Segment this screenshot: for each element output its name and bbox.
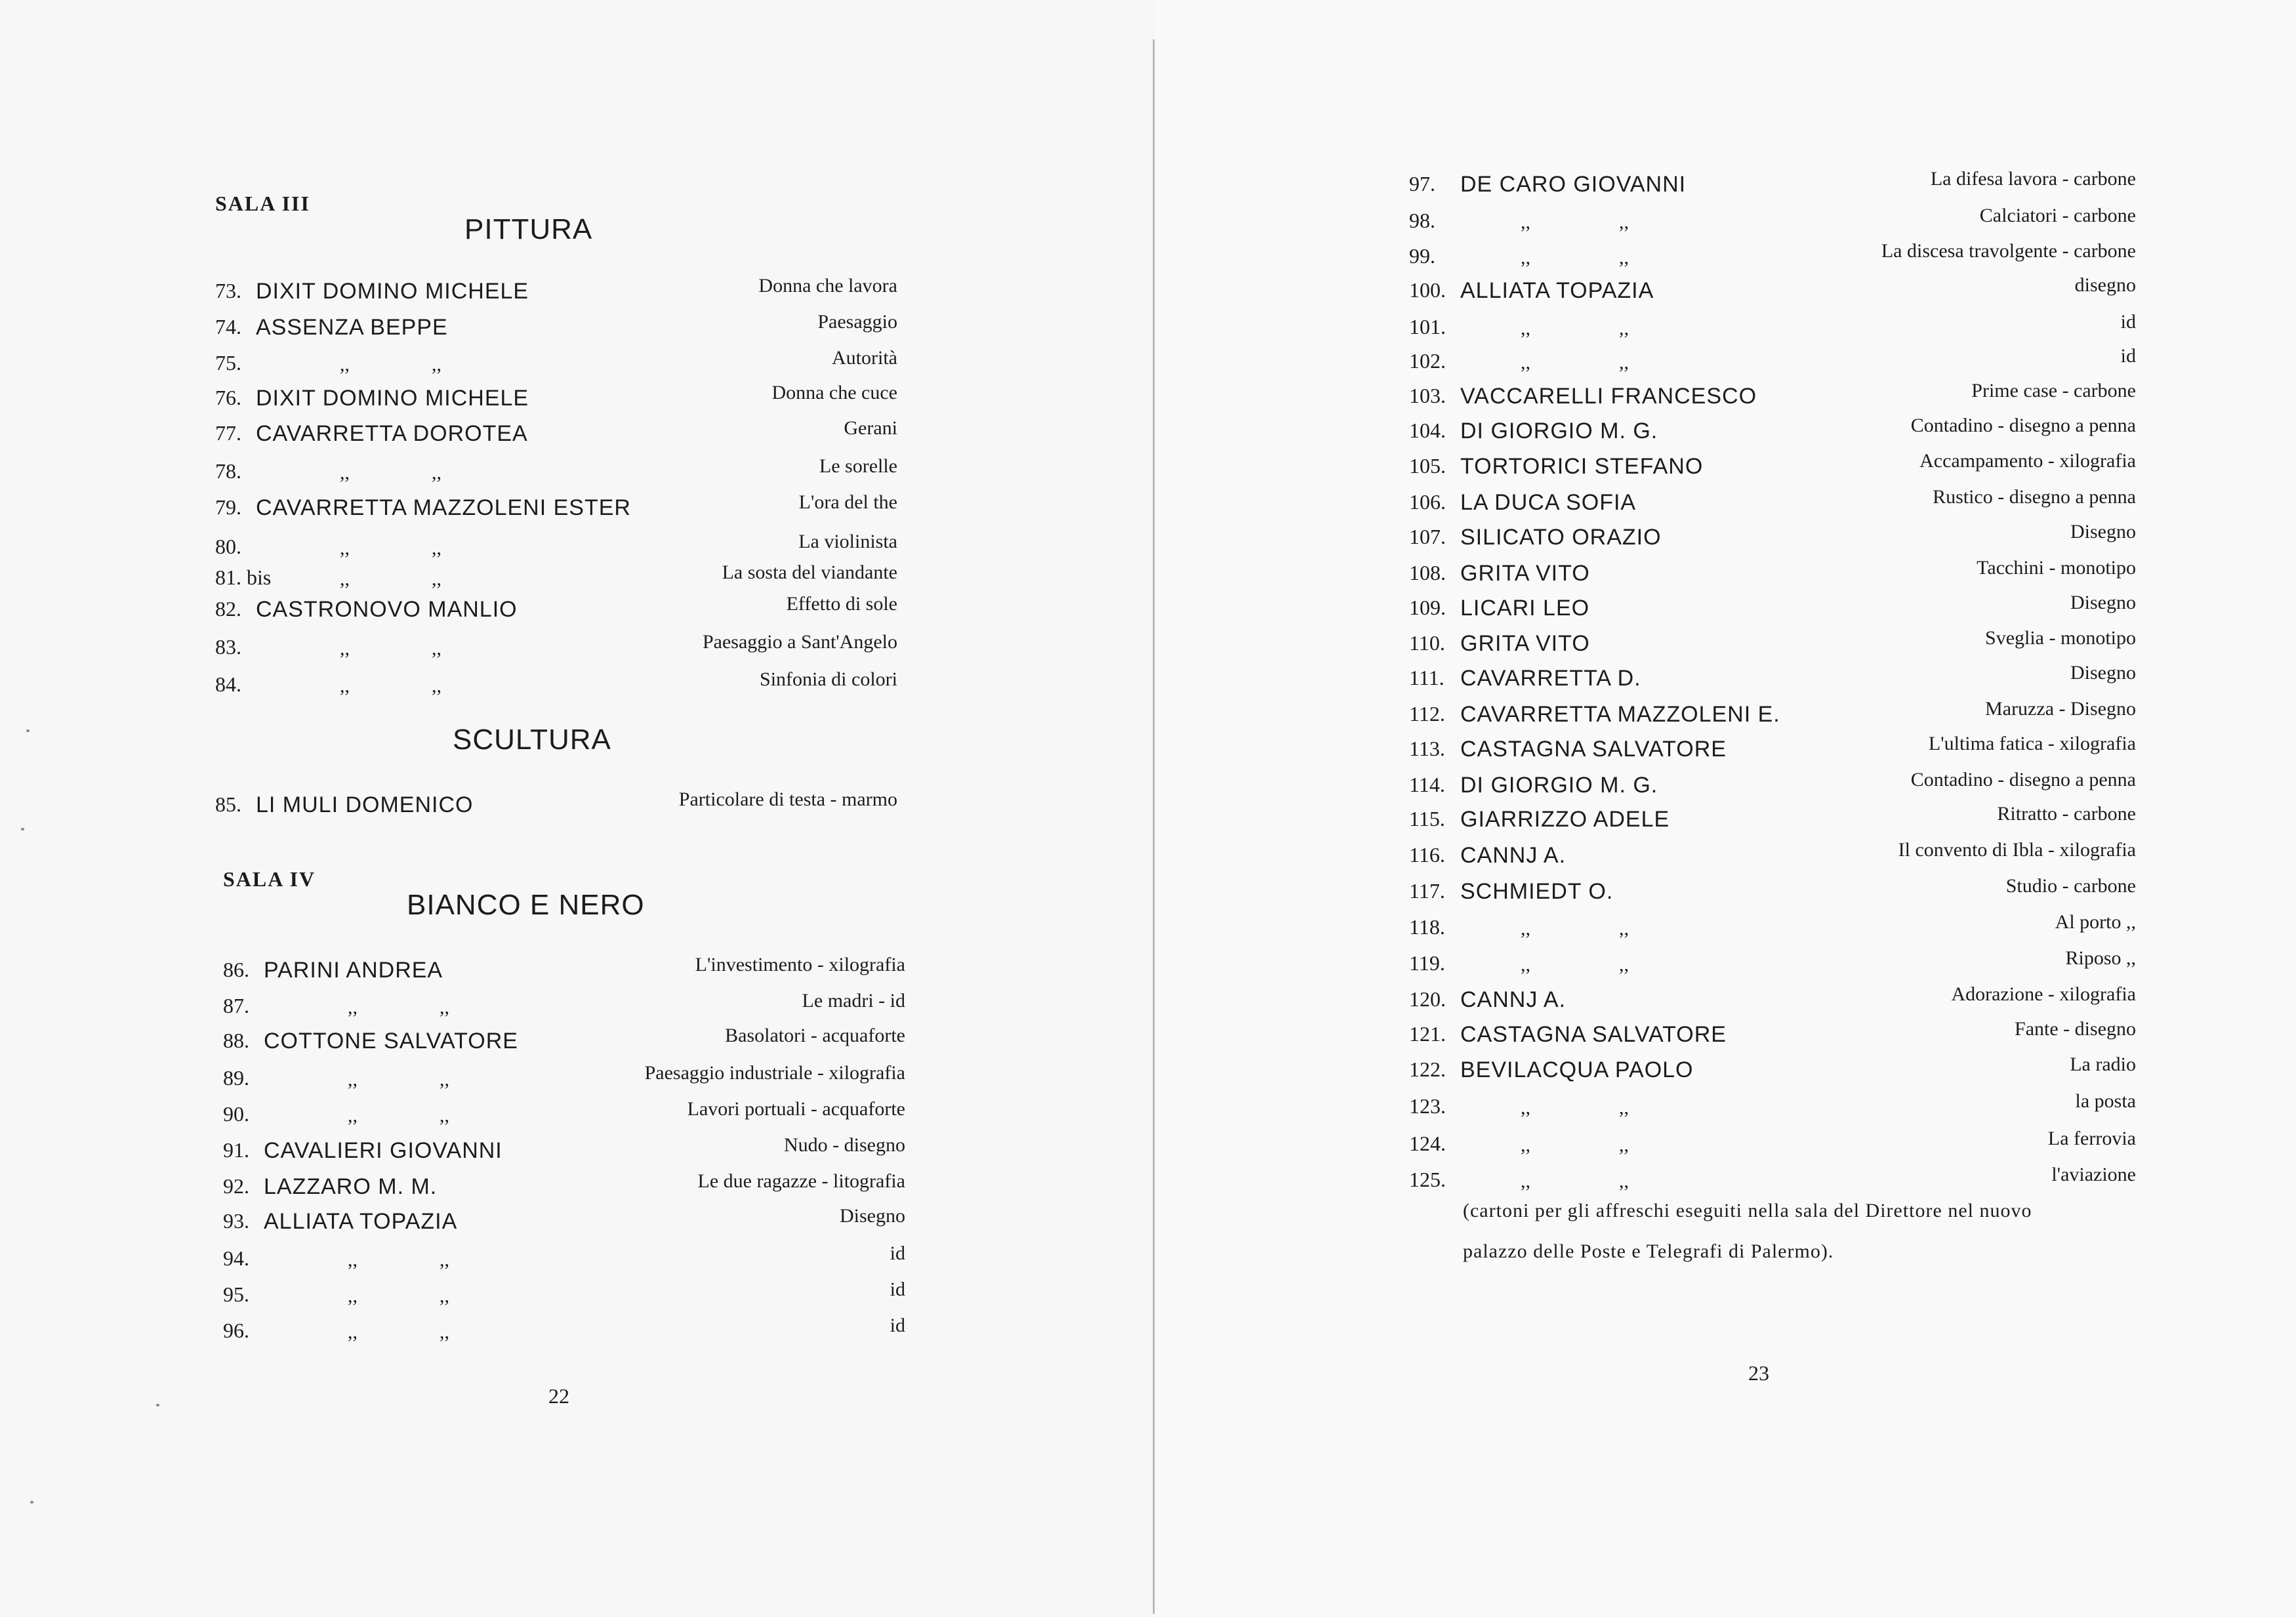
- catalogue-entry: [1409, 415, 2136, 454]
- sala-iii-heading: SALA III: [215, 192, 310, 215]
- entry-number: 78.: [215, 459, 241, 483]
- entry-number: 84.: [215, 672, 241, 696]
- entry-artist: LICARI LEO: [1460, 596, 1590, 621]
- catalogue-entry: [1409, 875, 2136, 914]
- entry-number: 106.: [1409, 490, 1446, 514]
- entry-number: 109.: [1409, 596, 1446, 619]
- entry-work: Gerani: [844, 417, 897, 439]
- catalogue-entry: [215, 382, 897, 421]
- entry-ditto: ,,: [1619, 317, 1629, 339]
- catalogue-entry: [1409, 274, 2136, 314]
- catalogue-entry: [223, 1098, 905, 1137]
- entry-ditto: ,,: [440, 996, 449, 1018]
- entry-ditto: ,,: [340, 462, 350, 483]
- entry-work: Adorazione - xilografia: [1951, 983, 2136, 1005]
- scultura-heading: SCULTURA: [453, 724, 611, 756]
- entry-number: 100.: [1409, 278, 1446, 302]
- entry-work: La discesa travolgente - carbone: [1881, 240, 2136, 262]
- catalogue-entry: [223, 1025, 905, 1064]
- page-number: 23: [1748, 1361, 1769, 1385]
- catalogue-entry: [223, 954, 905, 993]
- entry-ditto: ,,: [348, 1321, 358, 1343]
- catalogue-entry: [223, 1170, 905, 1210]
- entry-work: La ferrovia: [2047, 1128, 2136, 1149]
- entry-work: Prime case - carbone: [1971, 380, 2136, 401]
- entry-ditto: ,,: [1521, 954, 1530, 975]
- entry-ditto: ,,: [1521, 1097, 1530, 1118]
- entry-work: Le due ragazze - litografia: [697, 1170, 905, 1192]
- entry-ditto: ,,: [432, 675, 441, 697]
- entry-artist: DIXIT DOMINO MICHELE: [256, 386, 529, 411]
- entry-artist: VACCARELLI FRANCESCO: [1460, 384, 1757, 409]
- catalogue-entry: [1409, 947, 2136, 987]
- entry-number: 83.: [215, 635, 241, 659]
- entry-number: 122.: [1409, 1057, 1446, 1081]
- entry-work: L'ora del the: [798, 491, 897, 513]
- entry-number: 82.: [215, 597, 241, 621]
- entry-artist: DIXIT DOMINO MICHELE: [256, 279, 529, 304]
- entry-number: 117.: [1409, 879, 1445, 903]
- entry-work: Le madri - id: [802, 990, 905, 1012]
- entry-artist: GRITA VITO: [1460, 631, 1590, 656]
- entry-ditto: ,,: [348, 1105, 358, 1126]
- pittura-heading: PITTURA: [464, 213, 593, 245]
- entry-artist: CANNJ A.: [1460, 843, 1567, 868]
- entry-number: 119.: [1409, 951, 1445, 975]
- entry-work: Rustico - disegno a penna: [1933, 486, 2136, 508]
- entry-work: La difesa lavora - carbone: [1930, 168, 2136, 190]
- entry-work: La radio: [2070, 1054, 2136, 1075]
- entry-work: Disegno: [840, 1205, 905, 1227]
- entry-artist: COTTONE SALVATORE: [264, 1029, 518, 1054]
- catalogue-entry: [1409, 311, 2136, 350]
- entry-number: 101.: [1409, 315, 1446, 338]
- entry-ditto: ,,: [432, 638, 441, 659]
- catalogue-entry: [223, 990, 905, 1029]
- page-number: 22: [548, 1384, 569, 1408]
- entry-work: Calciatori - carbone: [1979, 205, 2136, 226]
- entry-number: 105.: [1409, 454, 1446, 478]
- entry-ditto: ,,: [432, 537, 441, 559]
- entry-number: 95.: [223, 1282, 249, 1306]
- catalogue-entry: [223, 1242, 905, 1282]
- entry-ditto: ,,: [348, 1249, 358, 1271]
- entry-artist: ALLIATA TOPAZIA: [264, 1209, 458, 1234]
- entry-work: Maruzza - Disegno: [1985, 698, 2136, 720]
- entry-number: 113.: [1409, 737, 1445, 760]
- entry-number: 74.: [215, 315, 241, 338]
- entry-ditto: ,,: [1521, 247, 1530, 268]
- entry-number: 80.: [215, 535, 241, 558]
- footnote-line: (cartoni per gli affreschi eseguiti nella sala del Direttore nel nuovo: [1463, 1200, 2032, 1221]
- entry-ditto: ,,: [348, 1069, 358, 1090]
- catalogue-entry: [1409, 983, 2136, 1023]
- entry-ditto: ,,: [1619, 1134, 1629, 1156]
- entry-work: Paesaggio industriale - xilografia: [644, 1062, 905, 1084]
- entry-number: 98.: [1409, 209, 1435, 232]
- entry-work: Nudo - disegno: [784, 1134, 905, 1156]
- entry-artist: CASTAGNA SALVATORE: [1460, 1022, 1727, 1047]
- entry-artist: GRITA VITO: [1460, 561, 1590, 586]
- entry-work: Sinfonia di colori: [760, 668, 897, 690]
- catalogue-entry: [215, 455, 897, 495]
- entry-number: 115.: [1409, 807, 1445, 830]
- entry-ditto: ,,: [1619, 1170, 1629, 1192]
- entry-number: 112.: [1409, 702, 1445, 726]
- catalogue-entry: [1409, 205, 2136, 244]
- entry-artist: CANNJ A.: [1460, 987, 1567, 1012]
- entry-work: id: [2120, 311, 2136, 333]
- catalogue-entry: [1409, 627, 2136, 666]
- entry-number: 120.: [1409, 987, 1446, 1011]
- entry-ditto: ,,: [1619, 352, 1629, 373]
- entry-artist: CAVARRETTA DOROTEA: [256, 421, 528, 446]
- entry-ditto: ,,: [340, 568, 350, 590]
- entry-ditto: ,,: [432, 462, 441, 483]
- entry-ditto: ,,: [440, 1069, 449, 1090]
- entry-ditto: ,,: [340, 675, 350, 697]
- entry-work: Contadino - disegno a penna: [1910, 769, 2136, 790]
- catalogue-entry: [1409, 1054, 2136, 1093]
- catalogue-entry: [1409, 662, 2136, 701]
- footnote-line: palazzo delle Poste e Telegrafi di Palermo).: [1463, 1240, 1834, 1262]
- sala-iv-heading: SALA IV: [223, 867, 316, 891]
- entry-ditto: ,,: [1521, 352, 1530, 373]
- entry-ditto: ,,: [1521, 211, 1530, 233]
- entry-work: Lavori portuali - acquaforte: [687, 1098, 905, 1120]
- entry-number: 114.: [1409, 773, 1445, 796]
- entry-work: Paesaggio a Sant'Angelo: [702, 631, 897, 653]
- entry-artist: CAVALIERI GIOVANNI: [264, 1138, 502, 1163]
- catalogue-entry: [1409, 839, 2136, 878]
- entry-work: L'investimento - xilografia: [695, 954, 905, 975]
- entry-artist: CAVARRETTA MAZZOLENI ESTER: [256, 495, 631, 520]
- entry-work: La sosta del viandante: [722, 562, 897, 583]
- entry-ditto: ,,: [432, 354, 441, 375]
- entry-ditto: ,,: [432, 568, 441, 590]
- entry-ditto: ,,: [340, 537, 350, 559]
- entry-artist: DI GIORGIO M. G.: [1460, 773, 1658, 798]
- entry-number: 86.: [223, 958, 249, 981]
- catalogue-entry: [1409, 450, 2136, 489]
- entry-artist: DI GIORGIO M. G.: [1460, 419, 1658, 443]
- footnote: [1463, 1191, 2032, 1272]
- entry-number: 81. bis: [215, 565, 272, 589]
- entry-work: Contadino - disegno a penna: [1910, 415, 2136, 436]
- entry-artist: SILICATO ORAZIO: [1460, 525, 1662, 550]
- catalogue-entry: [215, 631, 897, 670]
- catalogue-entry: [1409, 557, 2136, 596]
- entry-ditto: ,,: [1521, 317, 1530, 339]
- catalogue-entry: [1409, 1128, 2136, 1167]
- entry-artist: LA DUCA SOFIA: [1460, 490, 1637, 515]
- entry-artist: CASTAGNA SALVATORE: [1460, 737, 1727, 762]
- entry-work: Disegno: [2070, 592, 2136, 613]
- entry-work: Accampamento - xilografia: [1919, 450, 2136, 472]
- entry-work: l'aviazione: [2051, 1164, 2136, 1185]
- entry-number: 79.: [215, 495, 241, 519]
- entry-number: 89.: [223, 1066, 249, 1090]
- entry-work: disegno: [2074, 274, 2136, 296]
- paper-speck: [26, 729, 30, 732]
- entry-work: Particolare di testa - marmo: [678, 788, 897, 810]
- entry-work: id: [890, 1242, 905, 1264]
- entry-ditto: ,,: [1619, 211, 1629, 233]
- entry-number: 91.: [223, 1138, 249, 1162]
- entry-ditto: ,,: [440, 1285, 449, 1307]
- entry-ditto: ,,: [1619, 954, 1629, 975]
- entry-number: 85.: [215, 792, 241, 816]
- entry-work: Sveglia - monotipo: [1985, 627, 2136, 649]
- entry-number: 121.: [1409, 1022, 1446, 1046]
- entry-work: Disegno: [2070, 521, 2136, 542]
- entry-ditto: ,,: [1619, 918, 1629, 939]
- catalogue-entry: [1409, 733, 2136, 772]
- entry-number: 123.: [1409, 1094, 1446, 1118]
- entry-number: 99.: [1409, 244, 1435, 268]
- entry-number: 118.: [1409, 915, 1445, 939]
- catalogue-entry: [215, 347, 897, 386]
- entry-artist: ASSENZA BEPPE: [256, 315, 448, 340]
- bianco-e-nero-heading: BIANCO E NERO: [407, 889, 645, 921]
- catalogue-entry: [223, 1062, 905, 1101]
- entry-work: Riposo ,,: [2065, 947, 2136, 969]
- entry-number: 73.: [215, 279, 241, 302]
- catalogue-entry: [1409, 1018, 2136, 1057]
- entry-work: L'ultima fatica - xilografia: [1928, 733, 2136, 754]
- entry-work: id: [890, 1279, 905, 1300]
- entry-number: 90.: [223, 1102, 249, 1126]
- catalogue-entry: [1409, 168, 2136, 207]
- entry-number: 93.: [223, 1209, 249, 1233]
- entry-work: Donna che cuce: [771, 382, 897, 403]
- catalogue-entry: [1409, 911, 2136, 951]
- catalogue-entry: [215, 311, 897, 350]
- entry-artist: ALLIATA TOPAZIA: [1460, 278, 1654, 303]
- catalogue-entry: [1409, 592, 2136, 631]
- catalogue-entry: [1409, 803, 2136, 842]
- entry-ditto: ,,: [1521, 918, 1530, 939]
- entry-work: Il convento di Ibla - xilografia: [1898, 839, 2136, 861]
- entry-artist: SCHMIEDT O.: [1460, 879, 1614, 904]
- entry-artist: CASTRONOVO MANLIO: [256, 597, 518, 622]
- catalogue-entry: [223, 1315, 905, 1354]
- entry-work: id: [2120, 345, 2136, 367]
- entry-work: Disegno: [2070, 662, 2136, 684]
- entry-work: Fante - disegno: [2015, 1018, 2136, 1040]
- entry-ditto: ,,: [1521, 1134, 1530, 1156]
- entry-number: 76.: [215, 386, 241, 409]
- entry-number: 87.: [223, 994, 249, 1017]
- catalogue-entry: [215, 668, 897, 708]
- entry-ditto: ,,: [440, 1249, 449, 1271]
- entry-work: Studio - carbone: [2005, 875, 2136, 897]
- entry-ditto: ,,: [348, 996, 358, 1018]
- entry-number: 125.: [1409, 1168, 1446, 1191]
- catalogue-entry: [1409, 521, 2136, 560]
- entry-artist: CAVARRETTA D.: [1460, 666, 1641, 691]
- entry-artist: DE CARO GIOVANNI: [1460, 172, 1687, 197]
- catalogue-entry: [1409, 698, 2136, 737]
- entry-artist: GIARRIZZO ADELE: [1460, 807, 1670, 832]
- entry-work: Basolatori - acquaforte: [725, 1025, 905, 1046]
- entry-number: 88.: [223, 1029, 249, 1052]
- entry-artist: LAZZARO M. M.: [264, 1174, 438, 1199]
- entry-number: 103.: [1409, 384, 1446, 407]
- entry-artist: PARINI ANDREA: [264, 958, 443, 983]
- entry-ditto: ,,: [348, 1285, 358, 1307]
- entry-number: 108.: [1409, 561, 1446, 584]
- entry-number: 110.: [1409, 631, 1445, 655]
- catalogue-entry: [1409, 240, 2136, 279]
- catalogue-entry: [215, 275, 897, 314]
- entry-number: 116.: [1409, 843, 1445, 867]
- paper-speck: [156, 1404, 159, 1406]
- entry-work: La violinista: [798, 531, 897, 552]
- entry-ditto: ,,: [340, 354, 350, 375]
- entry-number: 107.: [1409, 525, 1446, 548]
- entry-artist: TORTORICI STEFANO: [1460, 454, 1704, 479]
- catalogue-entry: [215, 491, 897, 531]
- entry-number: 92.: [223, 1174, 249, 1198]
- entry-ditto: ,,: [1521, 1170, 1530, 1192]
- catalogue-entry: [1409, 1090, 2136, 1130]
- entry-artist: LI MULI DOMENICO: [256, 792, 474, 817]
- entry-work: Effetto di sole: [786, 593, 897, 615]
- catalogue-entry: [1409, 486, 2136, 525]
- entry-number: 97.: [1409, 172, 1435, 195]
- entry-number: 77.: [215, 421, 241, 445]
- entry-artist: BEVILACQUA PAOLO: [1460, 1057, 1694, 1082]
- entry-ditto: ,,: [440, 1321, 449, 1343]
- catalogue-entry: [215, 593, 897, 632]
- right-page: [1155, 0, 2296, 1617]
- entry-number: 96.: [223, 1319, 249, 1342]
- entry-number: 75.: [215, 351, 241, 375]
- entry-artist: CAVARRETTA MAZZOLENI E.: [1460, 702, 1780, 727]
- catalogue-entry: [223, 1279, 905, 1318]
- entry-work: Donna che lavora: [758, 275, 897, 297]
- entry-number: 94.: [223, 1246, 249, 1270]
- entry-number: 104.: [1409, 419, 1446, 442]
- entry-ditto: ,,: [440, 1105, 449, 1126]
- entry-number: 111.: [1409, 666, 1445, 689]
- entry-ditto: ,,: [1619, 1097, 1629, 1118]
- entry-work: Tacchini - monotipo: [1977, 557, 2136, 579]
- entry-work: Autorità: [832, 347, 897, 369]
- entry-ditto: ,,: [340, 638, 350, 659]
- catalogue-entry: [223, 1134, 905, 1174]
- catalogue-entry: [1409, 345, 2136, 384]
- entry-work: Paesaggio: [817, 311, 897, 333]
- entry-number: 124.: [1409, 1132, 1446, 1155]
- entry-number: 102.: [1409, 349, 1446, 373]
- entry-work: Ritratto - carbone: [1997, 803, 2136, 825]
- paper-speck: [21, 828, 24, 830]
- entry-work: la posta: [2075, 1090, 2136, 1112]
- catalogue-entry: [1409, 380, 2136, 419]
- entry-work: Al porto ,,: [2055, 911, 2136, 933]
- catalogue-entry: [215, 417, 897, 457]
- entry-ditto: ,,: [1619, 247, 1629, 268]
- paper-speck: [30, 1501, 33, 1504]
- catalogue-entry: [215, 788, 897, 828]
- entry-work: id: [890, 1315, 905, 1336]
- entry-work: Le sorelle: [819, 455, 897, 477]
- catalogue-entry: [223, 1205, 905, 1244]
